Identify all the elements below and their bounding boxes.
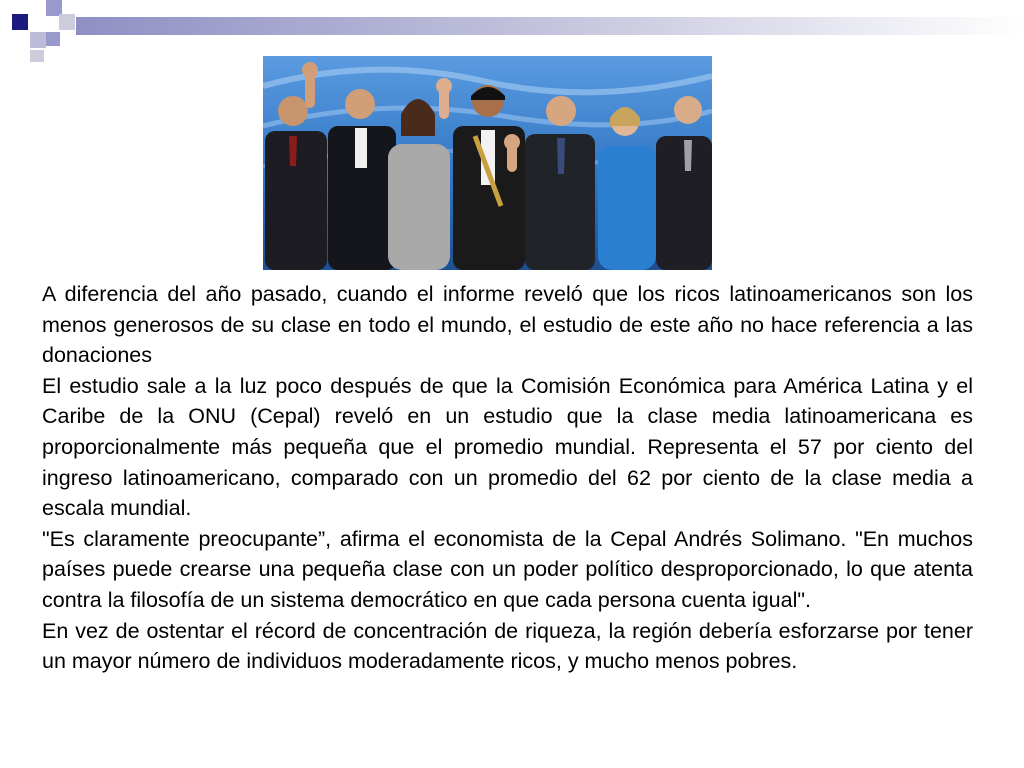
paragraph-1: A diferencia del año pasado, cuando el informe reveló que los ricos latinoamericanos son los menos generosos de su clase en todo el mundo, el estudio de este año no hace referencia a las donaciones <box>42 282 973 368</box>
deco-square-dark <box>12 14 28 30</box>
slide-body-text <box>42 279 973 677</box>
paragraph-4: En vez de ostentar el récord de concentración de riqueza, la región debería esforzarse por tener un mayor número de individuos moderadamente ricos, y mucho menos pobres. <box>42 618 973 674</box>
deco-square-light-4 <box>46 32 60 46</box>
paragraph-2: El estudio sale a la luz poco después de que la Comisión Económica para América Latina y el Caribe de la ONU (Cepal) reveló en un estudio que la clase media latinoamericana es proporcionalmente más pequeña que el promedio mundial. Representa el 57 por ciento del ingreso latinoamericano, comparado con un promedio del 62 por ciento de la clase media a escala mundial. <box>42 373 973 521</box>
paragraph-3: "Es claramente preocupante”, afirma el economista de la Cepal Andrés Solimano. "En muchos países puede crearse una pequeña clase con un poder político desproporcionado, lo que atenta contra la filosofía de un sistema democrático en que cada persona cuenta igual". <box>42 526 973 612</box>
deco-square-light-2 <box>59 14 75 30</box>
deco-square-light-3 <box>30 32 46 48</box>
deco-square-light-5 <box>30 50 44 62</box>
leaders-group-photo <box>263 56 712 270</box>
deco-square-light-1 <box>46 0 62 16</box>
header-gradient-band <box>76 17 1024 35</box>
photo-illustration <box>263 56 712 270</box>
